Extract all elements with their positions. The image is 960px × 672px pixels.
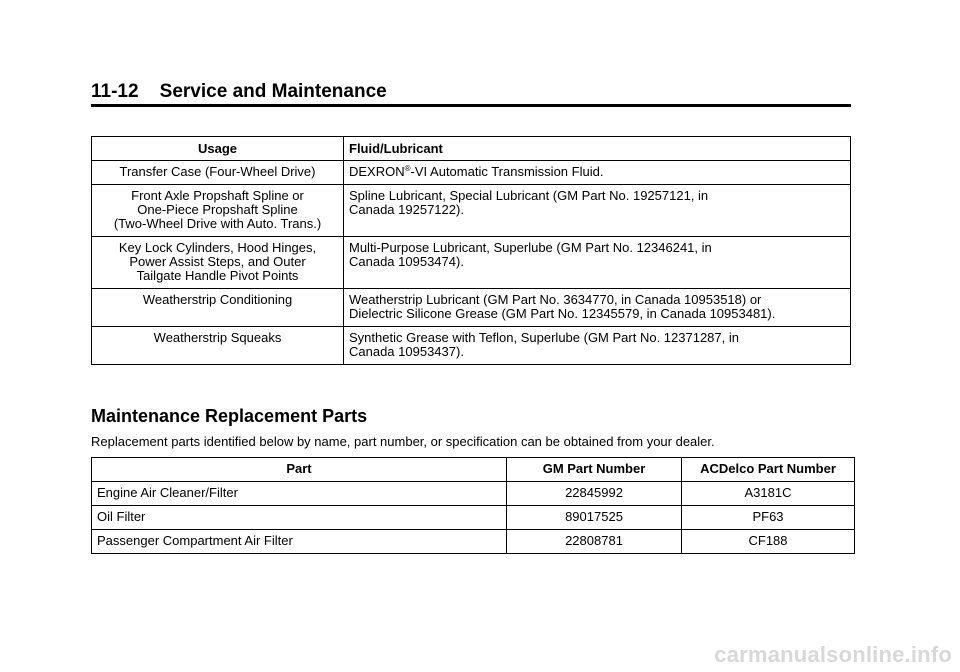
replacement-parts-table xyxy=(91,457,855,554)
usage-text: Weatherstrip Squeaks xyxy=(153,330,282,345)
fluid-text: -VI Automatic Transmission Fluid. xyxy=(410,164,604,179)
usage-text: (Two-Wheel Drive with Auto. Trans.) xyxy=(113,216,322,231)
table-row xyxy=(92,289,851,327)
section-intro: Replacement parts identified below by name, part number, or specification can be obtained from your dealer. xyxy=(91,434,715,449)
acdelco-part-number-cell: A3181C xyxy=(682,482,855,506)
fluid-text: Weatherstrip Lubricant (GM Part No. 3634770, in Canada 10953518) or xyxy=(349,292,762,307)
column-header-part: Part xyxy=(92,458,507,482)
fluid-cell xyxy=(344,289,851,327)
column-header-fluid: Fluid/Lubricant xyxy=(344,137,851,161)
table-row xyxy=(92,506,855,530)
fluid-text: Synthetic Grease with Teflon, Superlube (GM Part No. 12371287, in xyxy=(349,330,739,345)
fluid-lubricant-table xyxy=(91,136,851,365)
part-name-cell: Passenger Compartment Air Filter xyxy=(92,530,507,554)
usage-text: Power Assist Steps, and Outer xyxy=(129,254,306,269)
fluid-cell xyxy=(344,327,851,365)
fluid-text: Dielectric Silicone Grease (GM Part No. 12345579, in Canada 10953481). xyxy=(349,306,776,321)
acdelco-part-number-cell: CF188 xyxy=(682,530,855,554)
part-name-cell: Engine Air Cleaner/Filter xyxy=(92,482,507,506)
table-row xyxy=(92,161,851,185)
fluid-text: Multi-Purpose Lubricant, Superlube (GM Part No. 12346241, in xyxy=(349,240,712,255)
gm-part-number-cell: 89017525 xyxy=(507,506,682,530)
fluid-text: Canada 10953474). xyxy=(349,254,464,269)
gm-part-number-cell: 22845992 xyxy=(507,482,682,506)
column-header-gm-part-number: GM Part Number xyxy=(507,458,682,482)
table-row xyxy=(92,327,851,365)
usage-cell xyxy=(92,185,344,237)
usage-text: One-Piece Propshaft Spline xyxy=(137,202,298,217)
part-name-cell: Oil Filter xyxy=(92,506,507,530)
usage-text: Front Axle Propshaft Spline or xyxy=(131,188,304,203)
page-header xyxy=(91,81,851,107)
table-row xyxy=(92,237,851,289)
table-header-row xyxy=(92,137,851,161)
table-row xyxy=(92,185,851,237)
fluid-text: Canada 10953437). xyxy=(349,344,464,359)
usage-text: Weatherstrip Conditioning xyxy=(142,292,293,307)
usage-text: Key Lock Cylinders, Hood Hinges, xyxy=(118,240,317,255)
fluid-text: DEXRON xyxy=(349,164,405,179)
fluid-cell xyxy=(344,185,851,237)
acdelco-part-number-cell: PF63 xyxy=(682,506,855,530)
usage-cell xyxy=(92,161,344,185)
fluid-cell xyxy=(344,161,851,185)
column-header-acdelco-part-number: ACDelco Part Number xyxy=(682,458,855,482)
fluid-text: Spline Lubricant, Special Lubricant (GM Part No. 19257121, in xyxy=(349,188,709,203)
gm-part-number-cell: 22808781 xyxy=(507,530,682,554)
fluid-cell xyxy=(344,237,851,289)
usage-text: Transfer Case (Four-Wheel Drive) xyxy=(119,164,316,179)
usage-cell xyxy=(92,289,344,327)
watermark: carmanualsonline.info xyxy=(714,642,952,667)
table-header-row xyxy=(92,458,855,482)
fluid-text: Canada 19257122). xyxy=(349,202,464,217)
table-row xyxy=(92,482,855,506)
column-header-usage: Usage xyxy=(92,137,344,161)
page-heading xyxy=(91,81,851,103)
table-row xyxy=(92,530,855,554)
page-number: 11-12 xyxy=(91,81,139,102)
section-title: Service and Maintenance xyxy=(159,81,387,102)
section-heading: Maintenance Replacement Parts xyxy=(91,406,368,426)
registered-mark: ® xyxy=(404,164,411,173)
usage-cell xyxy=(92,237,344,289)
usage-text: Tailgate Handle Pivot Points xyxy=(136,268,299,283)
usage-cell xyxy=(92,327,344,365)
